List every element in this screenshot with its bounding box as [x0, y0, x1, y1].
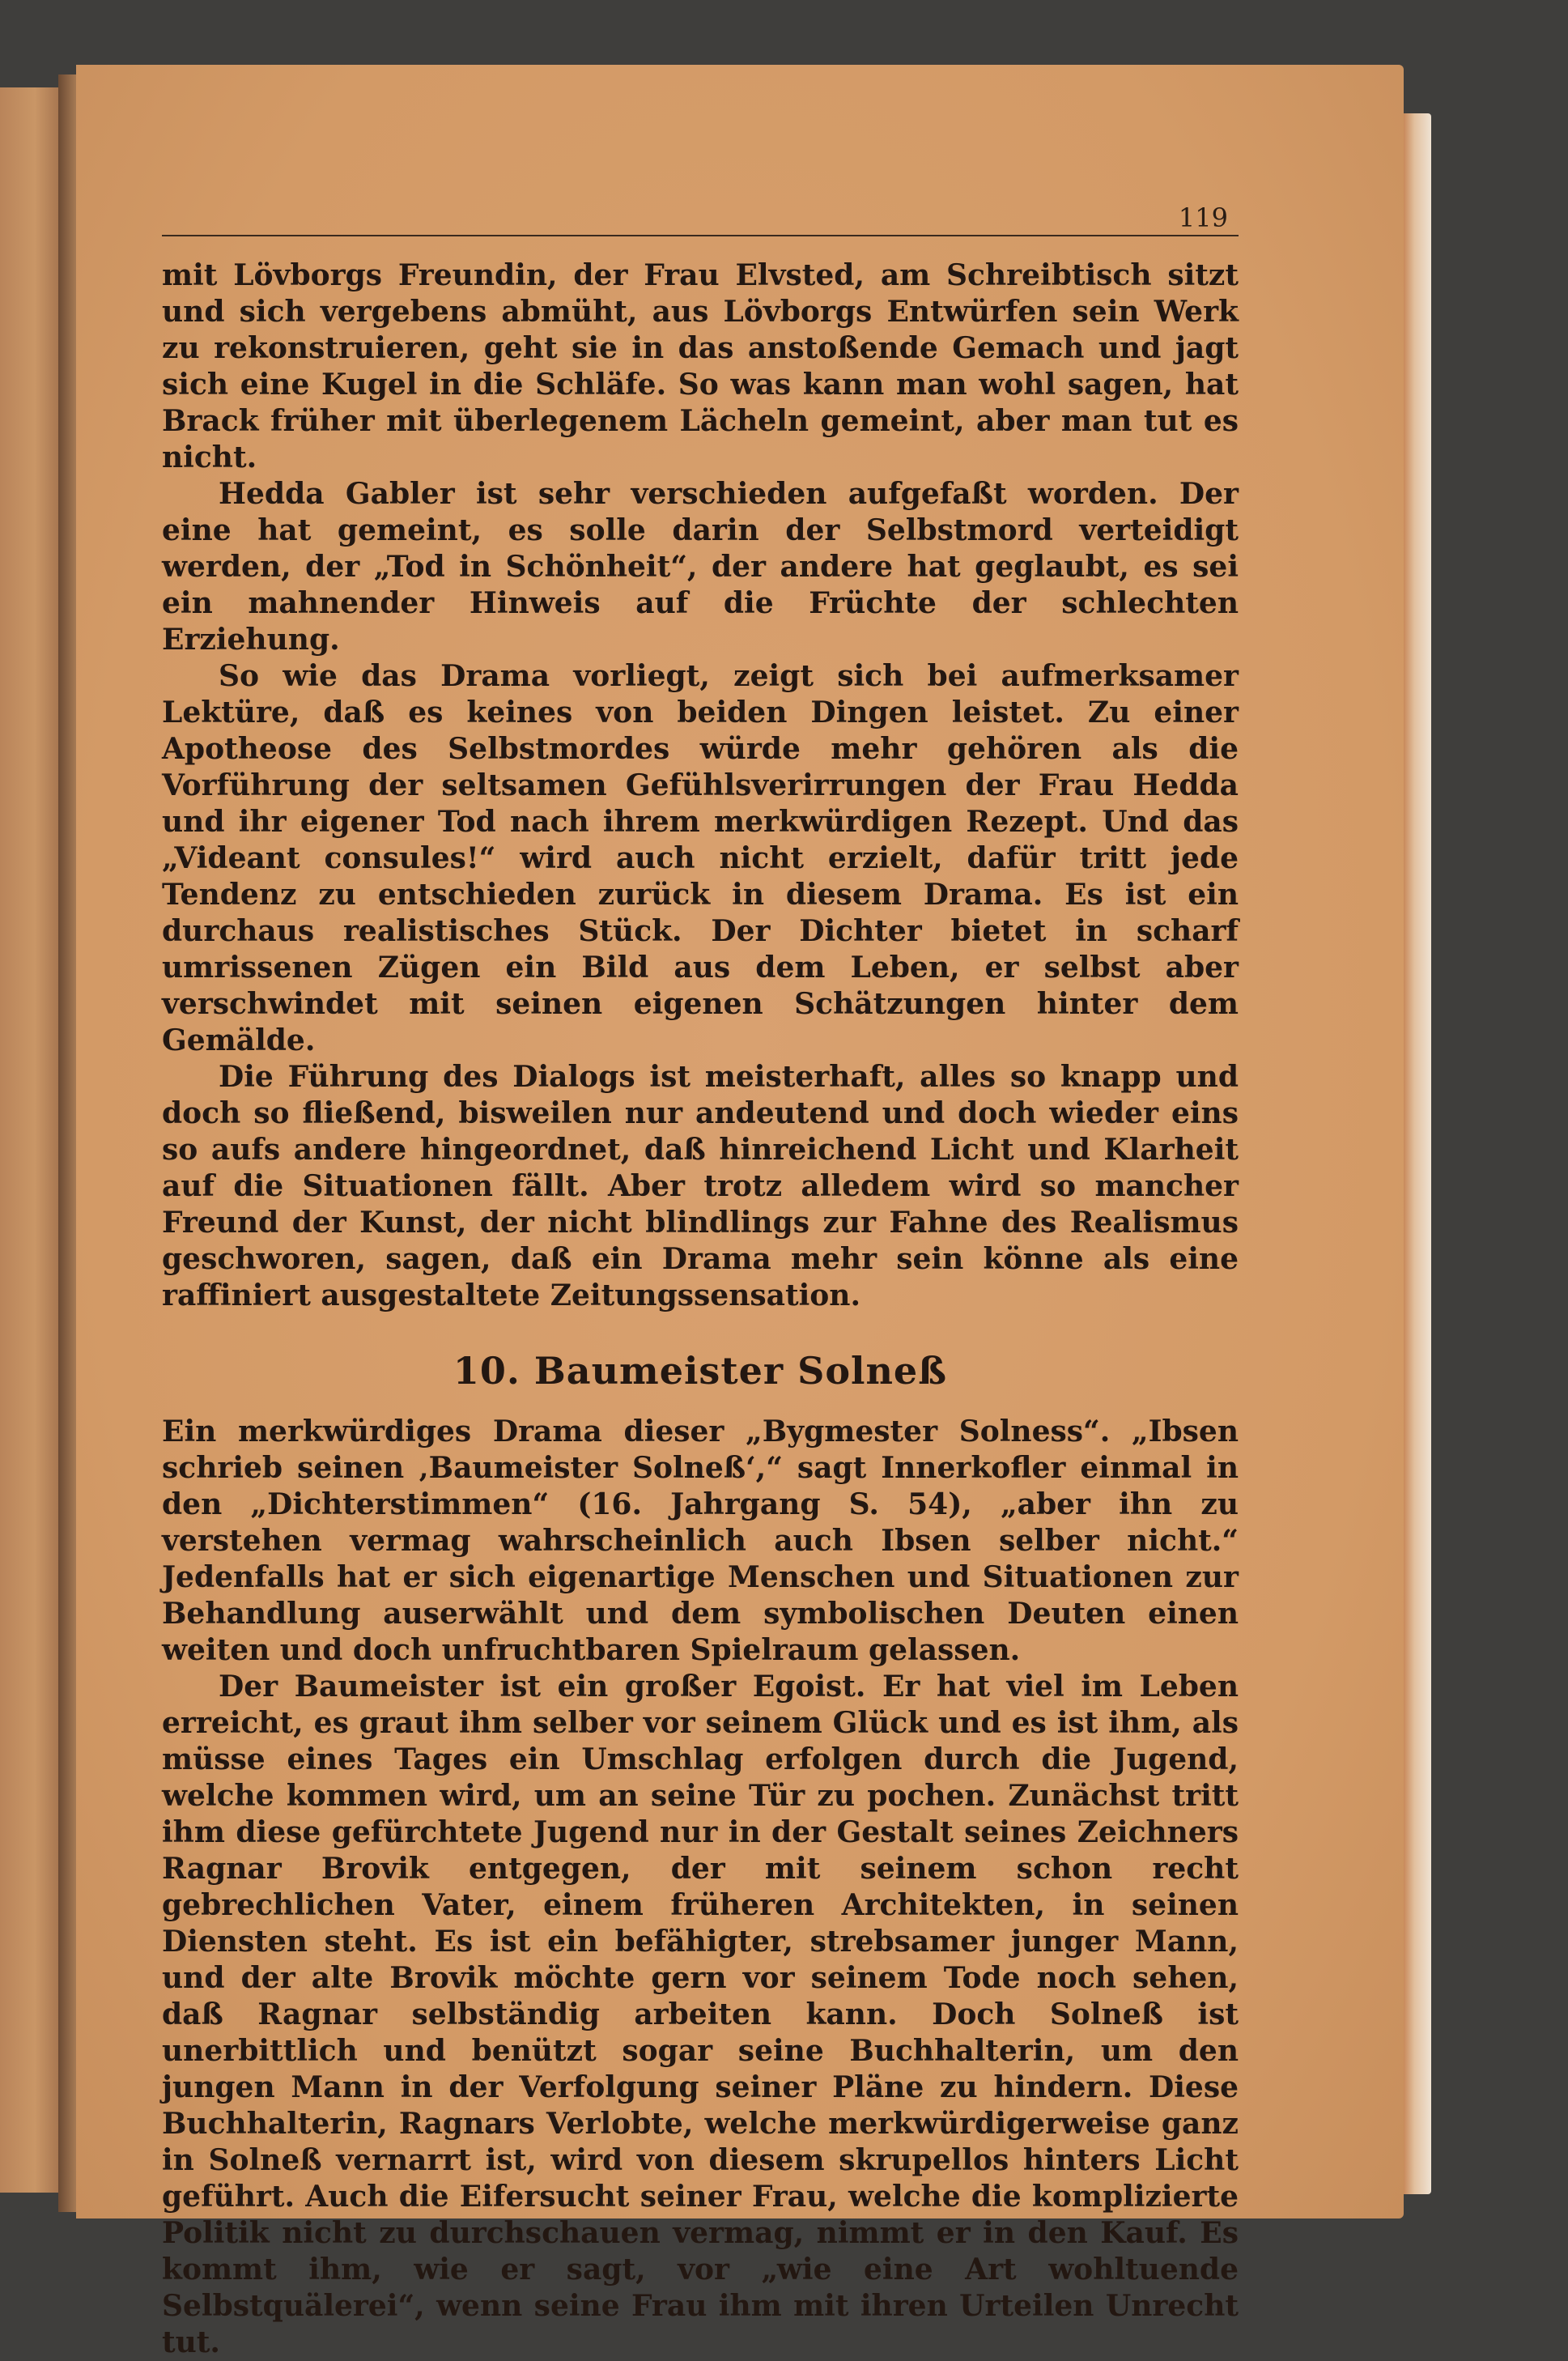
header-rule	[162, 235, 1239, 236]
facing-page-edge	[0, 87, 58, 2193]
paragraph: So wie das Drama vorliegt, zeigt sich bei aufmerksamer Lektüre, daß es keines von beiden Dingen leistet. Zu einer Apotheose des Selbstmordes würde mehr gehören als die Vorführung der seltsamen Gefühlsverirrungen der Frau Hedda und ihr eigener Tod nach ihrem merkwürdigen Rezept. Und das „Videant consules!“ wird auch nicht erzielt, dafür tritt jede Tendenz zu entschieden zurück in diesem Drama. Es ist ein durchaus realistisches Stück. Der Dichter bietet in scharf umrissenen Zügen ein Bild aus dem Leben, er selbst aber verschwindet mit seinen eigenen Schätzungen hinter dem Gemälde.	[162, 659, 1239, 1057]
section-heading: 10. Baumeister Solneß	[453, 1349, 948, 1393]
paragraph: mit Lövborgs Freundin, der Frau Elvsted, am Schreibtisch sitzt und sich vergebens abmüht, aus Lövborgs Entwürfen sein Werk zu rekonstruieren, geht sie in das anstoßende Gemach und jagt sich eine Kugel in die Schläfe. So was kann man wohl sagen, hat Brack früher mit überlegenem Lächeln gemeint, aber man tut es nicht.	[162, 258, 1239, 474]
body-text	[162, 257, 1239, 2361]
paragraph: Die Führung des Dialogs ist meisterhaft, alles so knapp und doch so fließend, bisweilen nur andeutend und doch wieder eins so aufs andere hingeordnet, daß hinreichend Licht und Klarheit auf die Situationen fällt. Aber trotz alledem wird so mancher Freund der Kunst, der nicht blindlings zur Fahne des Realismus geschworen, sagen, daß ein Drama mehr sein könne als eine raffiniert ausgestaltete Zeitungssensation.	[162, 1060, 1239, 1312]
page-stack-edge	[1404, 113, 1431, 2194]
page-number: 119	[1178, 202, 1228, 233]
paragraph: Der Baumeister ist ein großer Egoist. Er hat viel im Leben erreicht, es graut ihm selber vor seinem Glück und es ist ihm, als müsse eines Tages ein Umschlag erfolgen durch die Jugend, welche kommen wird, um an seine Tür zu pochen. Zunächst tritt ihm diese gefürchtete Jugend nur in der Gestalt seines Zeichners Ragnar Brovik entgegen, der mit seinem schon recht gebrechlichen Vater, einem früheren Architekten, in seinen Diensten steht. Es ist ein befähigter, strebsamer junger Mann, und der alte Brovik möchte gern vor seinem Tode noch sehen, daß Ragnar selbständig arbeiten kann. Doch Solneß ist unerbittlich und benützt sogar seine Buchhalterin, um den jungen Mann in der Verfolgung seiner Pläne zu hindern. Diese Buchhalterin, Ragnars Verlobte, welche merkwürdigerweise ganz in Solneß vernarrt ist, wird von diesem skrupellos hinters Licht geführt. Auch die Eifersucht seiner Frau, welche die komplizierte Politik nicht zu durchschauen vermag, nimmt er in den Kauf. Es kommt ihm, wie er sagt, vor „wie eine Art wohltuende Selbstquälerei“, wenn seine Frau ihm mit ihren Urteilen Unrecht tut.	[162, 1670, 1239, 2359]
paragraph: Ein merkwürdiges Drama dieser „Bygmester Solness“. „Ibsen schrieb seinen ‚Baumeister Solneß‘,“ sagt Innerkofler einmal in den „Dichterstimmen“ (16. Jahrgang S. 54), „aber ihn zu verstehen vermag wahrscheinlich auch Ibsen selber nicht.“ Jedenfalls hat er sich eigenartige Menschen und Situationen zur Behandlung auserwählt und dem symbolischen Deuten einen weiten und doch unfruchtbaren Spielraum gelassen.	[162, 1414, 1239, 1667]
book-gutter	[58, 74, 76, 2212]
paragraph: Hedda Gabler ist sehr verschieden aufgefaßt worden. Der eine hat gemeint, es solle darin der Selbstmord verteidigt werden, der „Tod in Schönheit“, der andere hat geglaubt, es sei ein mahnender Hinweis auf die Früchte der schlechten Erziehung.	[162, 477, 1239, 657]
